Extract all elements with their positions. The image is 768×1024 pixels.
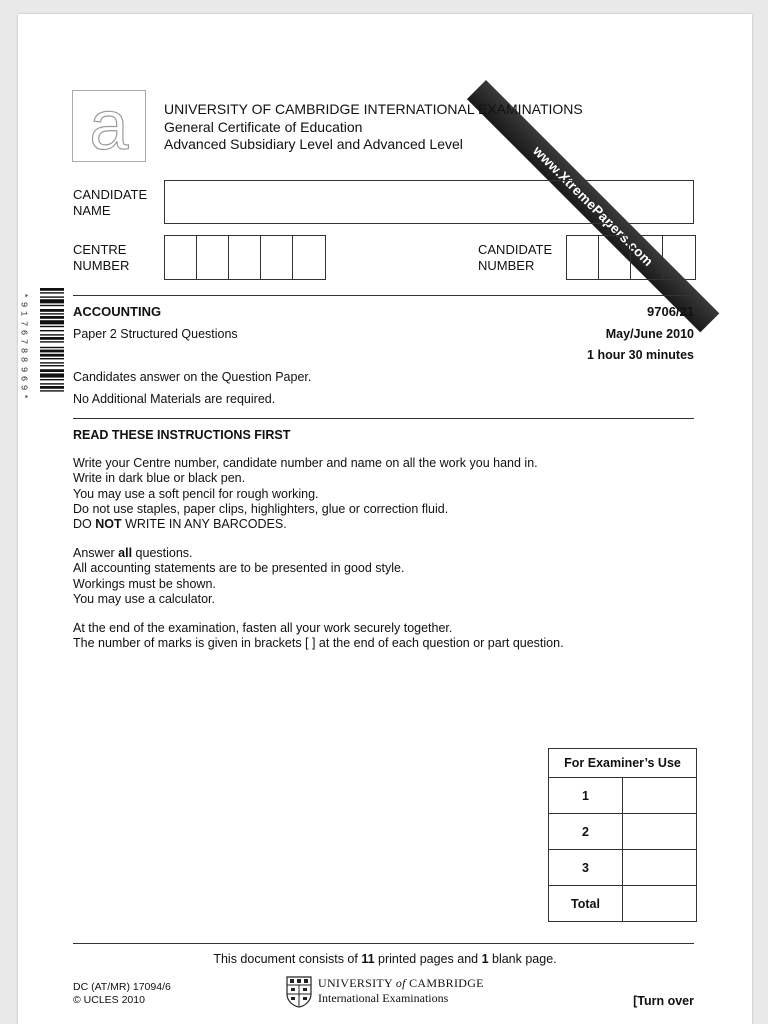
instruction-line: You may use a calculator. (73, 591, 215, 606)
candidate-number-cell[interactable] (663, 236, 695, 279)
document-code: DC (AT/MR) 17094/6 (73, 981, 171, 993)
barcode-digit: 7 (18, 320, 29, 326)
divider (73, 295, 694, 296)
board-name: UNIVERSITY OF CAMBRIDGE INTERNATIONAL EXAMINATIONS (164, 101, 583, 117)
cambridge-subtitle: International Examinations (318, 991, 449, 1005)
barcode-bar (40, 379, 64, 380)
barcode-bar (40, 350, 64, 353)
examiner-table-heading: For Examiner’s Use (549, 749, 697, 778)
barcode-digit: 9 (18, 302, 29, 308)
instruction-line: Write your Centre number, candidate number and name on all the work you hand in. (73, 456, 538, 470)
turn-over: [Turn over (633, 994, 694, 1008)
cambridge-crest-icon (286, 976, 312, 1008)
barcode-digit: * (18, 394, 29, 400)
instruction-line: DO NOT WRITE IN ANY BARCODES. (73, 517, 287, 532)
paper-title: Paper 2 Structured Questions (73, 327, 238, 341)
barcode-bar (40, 362, 64, 363)
instructions-paragraph-1 (73, 456, 538, 532)
barcode-bar (40, 305, 64, 306)
instructions-heading: READ THESE INSTRUCTIONS FIRST (73, 428, 291, 442)
ribbon-text[interactable]: www.XtremePapers.com (530, 143, 657, 270)
divider (73, 418, 694, 419)
instruction-line: The number of marks is given in brackets [ ] at the end of each question or part question. (73, 636, 564, 651)
barcode-bar (40, 373, 64, 377)
barcode-digit: 9 (18, 384, 29, 391)
centre-number-field[interactable] (164, 235, 326, 280)
barcode-bar (40, 386, 64, 389)
barcode-bar (40, 365, 64, 366)
duration: 1 hour 30 minutes (587, 348, 694, 362)
barcode-bar (40, 354, 64, 357)
instruction-line: You may use a soft pencil for rough working. (73, 486, 319, 501)
barcode-bar (40, 313, 64, 314)
barcode-bar (40, 383, 64, 384)
exam-cover-page (18, 14, 752, 1024)
centre-number-cell[interactable] (229, 236, 261, 279)
table-row (549, 850, 697, 886)
paper-code: 9706/21 (647, 304, 694, 319)
barcode-bar (40, 316, 64, 319)
barcode-bar (40, 292, 64, 293)
question-label: 2 (549, 814, 623, 850)
cambridge-name: UNIVERSITY of CAMBRIDGE (318, 976, 484, 990)
barcode-digit: * (18, 292, 29, 299)
instruction-line: Write in dark blue or black pen. (73, 471, 246, 486)
page-count-note: This document consists of 11 printed pages and 1 blank page. (213, 952, 557, 966)
barcode-bar (40, 299, 64, 303)
barcode-bar (40, 347, 64, 348)
barcode-bar (40, 296, 64, 297)
mark-cell[interactable] (623, 850, 697, 886)
mark-cell[interactable] (623, 814, 697, 850)
barcode-bar (40, 390, 64, 391)
logo-letter: a (89, 91, 129, 161)
materials-line-2: No Additional Materials are required. (73, 392, 276, 406)
candidate-number-cell[interactable] (567, 236, 599, 279)
candidate-name-field[interactable] (164, 180, 694, 224)
barcode-bar (40, 334, 64, 335)
cie-logo (72, 90, 146, 162)
instructions-paragraph-2 (73, 546, 404, 607)
materials-line-1: Candidates answer on the Question Paper. (73, 370, 312, 384)
total-label: Total (549, 886, 623, 922)
centre-number-cell[interactable] (293, 236, 325, 279)
candidate-number-cell[interactable] (599, 236, 631, 279)
centre-number-cell[interactable] (197, 236, 229, 279)
barcode-bar (40, 309, 64, 312)
total-cell[interactable] (623, 886, 697, 922)
barcode-bar (40, 326, 64, 327)
table-row (549, 814, 697, 850)
barcode-bar (40, 288, 64, 291)
barcode-digit: 8 (18, 357, 29, 363)
centre-number-cell[interactable] (165, 236, 197, 279)
barcode-bar (40, 337, 64, 340)
barcode-digit: 6 (18, 329, 29, 336)
instruction-line: Do not use staples, paper clips, highlighters, glue or correction fluid. (73, 501, 449, 516)
session: May/June 2010 (605, 327, 694, 341)
barcode-digit: 1 (18, 311, 29, 317)
candidate-name-label: CANDIDATE NAME (73, 187, 148, 218)
table-row (549, 886, 697, 922)
copyright: © UCLES 2010 (73, 994, 145, 1006)
barcode-bar (40, 341, 64, 342)
level: Advanced Subsidiary Level and Advanced Level (164, 136, 463, 152)
candidate-number-field[interactable] (566, 235, 696, 280)
barcode-bar (40, 320, 64, 324)
mark-cell[interactable] (623, 778, 697, 814)
barcode-digits (18, 291, 29, 401)
question-label: 3 (549, 850, 623, 886)
instruction-line: Workings must be shown. (73, 576, 216, 591)
table-row (549, 778, 697, 814)
barcode-bar (40, 330, 64, 331)
instruction-line: All accounting statements are to be presented in good style. (73, 561, 405, 576)
question-label: 1 (549, 778, 623, 814)
instruction-line: At the end of the examination, fasten all your work securely together. (73, 621, 453, 635)
barcode-digit: 7 (18, 338, 29, 345)
footer-divider (73, 943, 694, 944)
centre-number-cell[interactable] (261, 236, 293, 279)
barcode (40, 288, 64, 438)
barcode-bar (40, 369, 64, 372)
barcode-bar (40, 358, 64, 359)
qualification: General Certificate of Education (164, 119, 363, 135)
instructions-paragraph-3 (73, 621, 564, 652)
candidate-number-cell[interactable] (631, 236, 663, 279)
examiner-use-table (548, 748, 697, 922)
barcode-digit: 6 (18, 375, 29, 382)
candidate-number-label: CANDIDATE NUMBER (478, 242, 553, 273)
barcode-digit: 8 (18, 348, 29, 354)
centre-number-label: CENTRE NUMBER (73, 242, 130, 273)
instruction-line: Answer all questions. (73, 546, 193, 560)
subject: ACCOUNTING (73, 304, 162, 319)
barcode-digit: 9 (18, 366, 29, 372)
